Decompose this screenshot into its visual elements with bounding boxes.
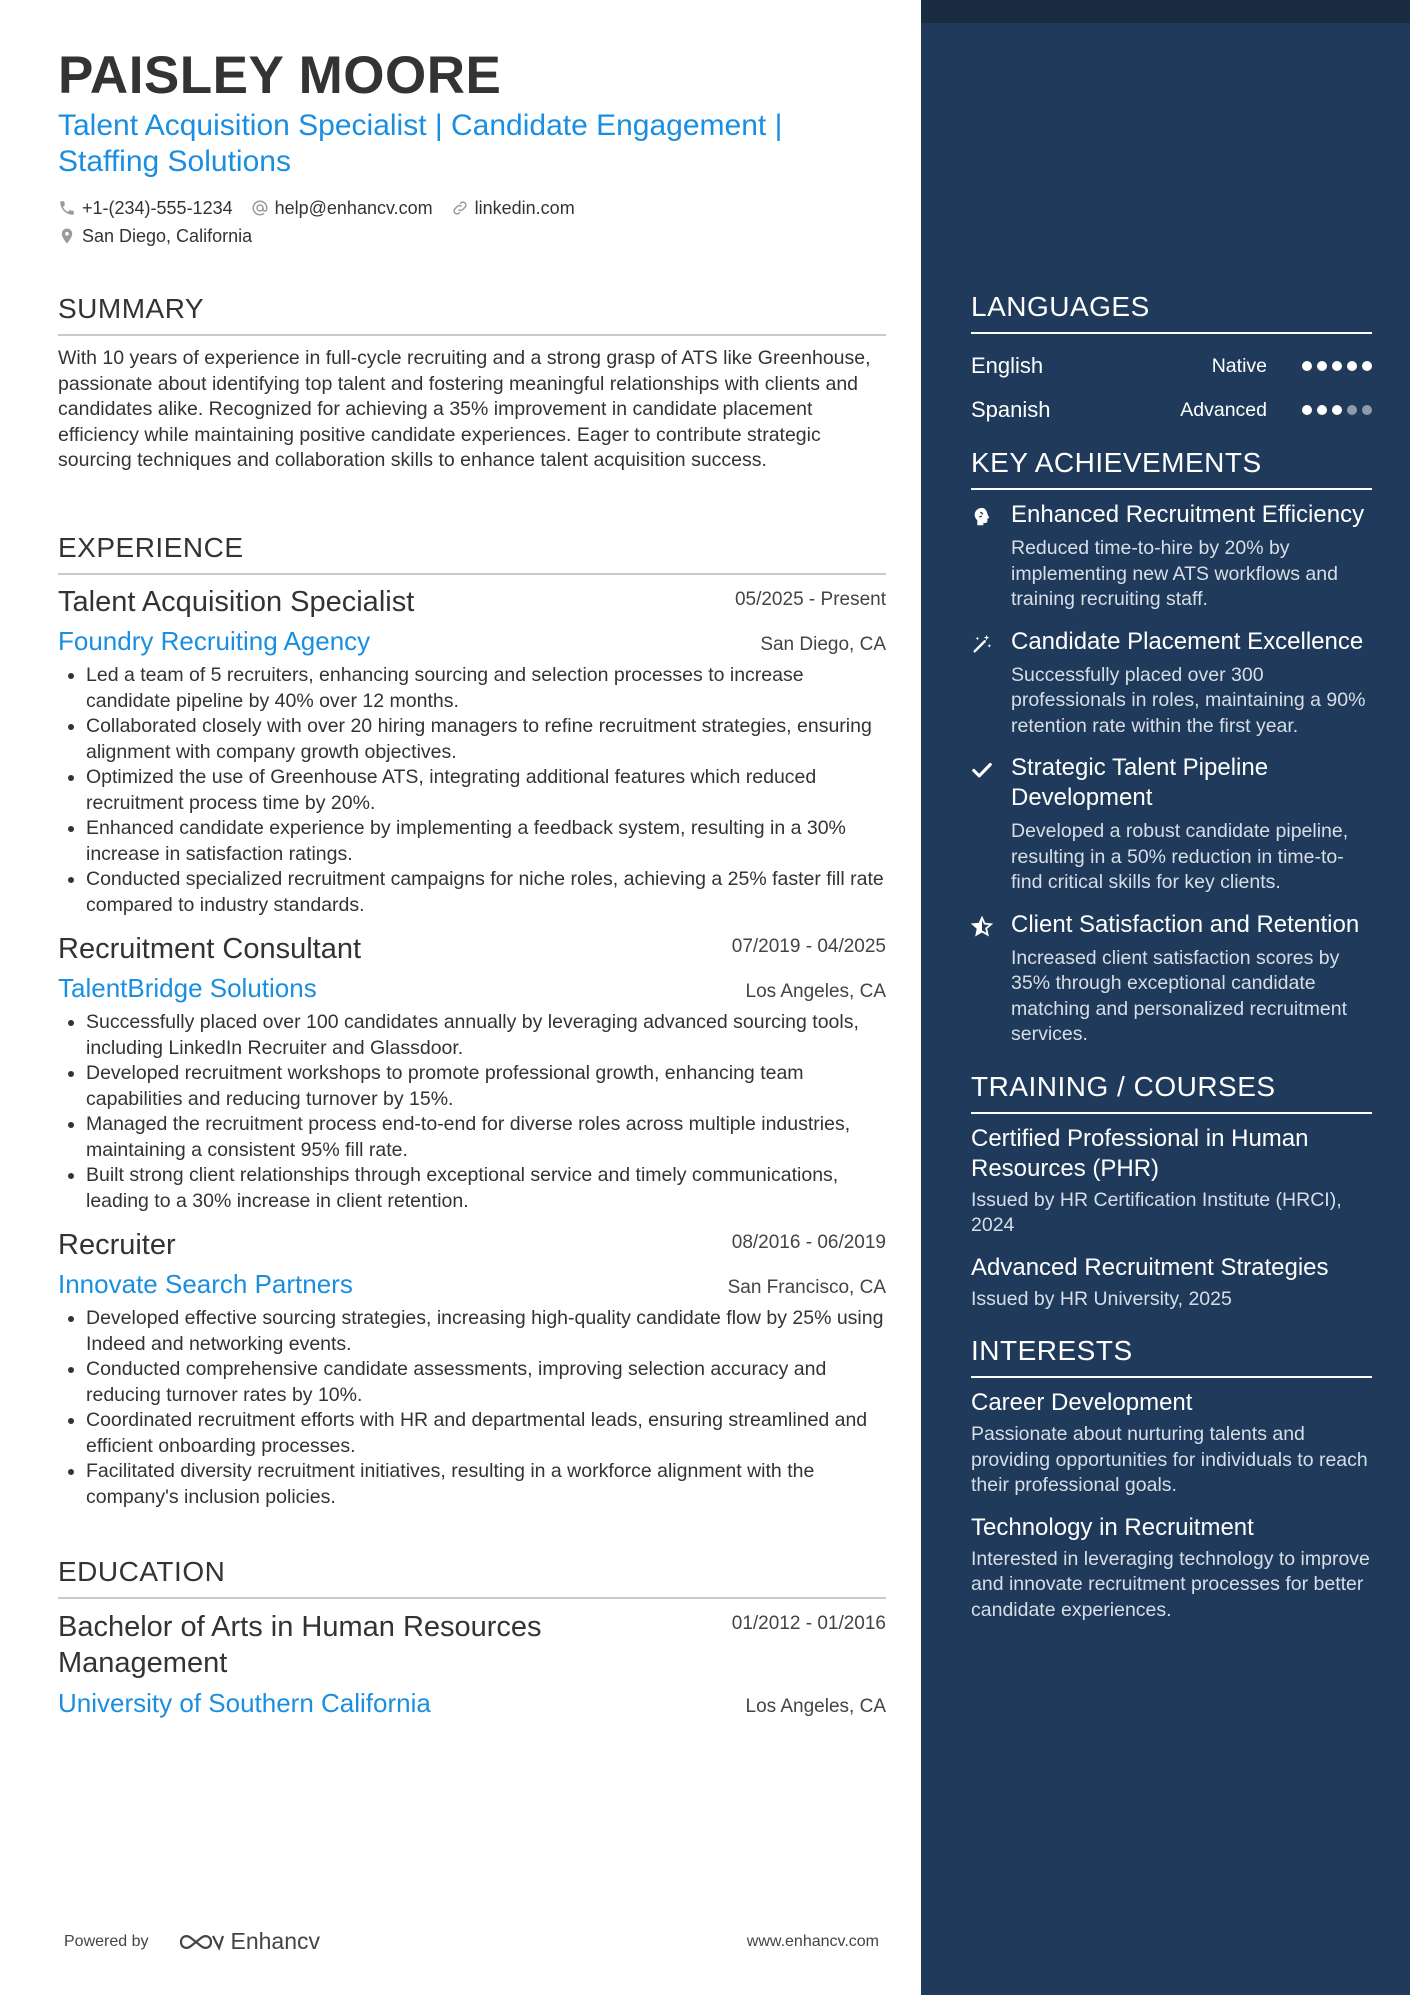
interest-item [971,1513,1372,1624]
location-pin-icon [58,227,76,245]
degree-title: Bachelor of Arts in Human Resources Management [58,1611,542,1679]
achievement-item [971,627,1372,740]
job-bullets [58,663,886,918]
proficiency-dot-filled [1347,361,1357,371]
language-name: Spanish [971,397,1051,422]
course-desc: Issued by HR Certification Institute (HRCI), 2024 [971,1188,1342,1236]
magic-wand-icon [971,633,993,655]
job-title: Recruitment Consultant [58,933,362,965]
company-name: TalentBridge Solutions [58,973,317,1003]
bullet-item: • Managed the recruitment process end-to-end for diverse roles across multiple industries, maintaining a consistent 95% fill rate. [86,1112,886,1163]
achievement-desc: Reduced time-to-hire by 20% by implementing new ATS workflows and training recruiting staff. [1011,537,1338,610]
headline-line-1: Talent Acquisition Specialist | Candidate Engagement | [58,109,783,142]
job-location: San Francisco, CA [727,1277,886,1298]
summary-section [58,292,886,474]
training-title: TRAINING / COURSES [971,1070,1372,1114]
course-title: Certified Professional in Human Resources (PHR) [971,1124,1309,1182]
achievement-desc: Successfully placed over 300 professionals in roles, maintaining a 90% retention rate within the first year. [1011,663,1366,737]
achievement-desc: Increased client satisfaction scores by 35% through exceptional candidate matching and personalized recruitment services. [1011,946,1348,1045]
brand-name: Enhancv [230,1928,321,1954]
bullet-item: • Facilitated diversity recruitment initiatives, resulting in a workforce alignment with the company's inclusion policies. [86,1459,886,1510]
course-title: Advanced Recruitment Strategies [971,1253,1329,1281]
phone-contact[interactable] [58,194,233,222]
education-location: Los Angeles, CA [745,1696,886,1717]
interests-section [971,1334,1372,1623]
bullet-item: • Conducted specialized recruitment campaigns for niche roles, achieving a 25% faster fill rate compared to industry standards. [86,867,886,918]
proficiency-dot-filled [1332,361,1342,371]
proficiency-dots [1297,361,1372,371]
interest-desc: Interested in leveraging technology to improve and innovate recruitment processes for better candidate experiences. [971,1547,1370,1621]
headline [58,108,886,180]
company-name: Innovate Search Partners [58,1269,353,1299]
achievements-section [971,446,1372,1048]
education-title: EDUCATION [58,1555,886,1599]
proficiency-dot-filled [1317,361,1327,371]
language-level: Advanced [1180,398,1267,421]
checkmark-icon [971,759,993,781]
email-text: help@enhancv.com [274,198,433,218]
job-bullets [58,1010,886,1214]
proficiency-dot-filled [1302,361,1312,371]
star-half-icon [971,916,993,938]
interest-title: Technology in Recruitment [971,1513,1254,1541]
phone-icon [58,199,76,217]
at-icon [251,199,269,217]
linkedin-contact[interactable] [451,194,575,222]
school-name: University of Southern California [58,1688,431,1718]
language-name: English [971,353,1044,378]
job-dates: 05/2025 - Present [734,589,886,610]
candidate-name: PAISLEY MOORE [58,46,502,105]
language-level: Native [1211,354,1267,377]
experience-section [58,531,886,1524]
contact-info [58,194,886,250]
enhancv-brand[interactable] [177,1928,321,1955]
bullet-item: • Conducted comprehensive candidate assessments, improving selection accuracy and reducing turnover rates by 10%. [86,1357,886,1408]
bullet-item: • Built strong client relationships through exceptional service and timely communications, leading to a 30% increase in client retention. [86,1163,886,1214]
enhancv-logo-icon [177,1930,225,1954]
achievement-item [971,500,1372,613]
job-location: San Diego, CA [760,634,886,655]
footer [64,1928,879,1955]
achievement-title: Enhanced Recruitment Efficiency [1011,501,1365,528]
footer-url[interactable]: www.enhancv.com [746,1932,879,1950]
email-contact[interactable] [251,194,433,222]
header [58,46,886,250]
job-entry [58,585,886,918]
training-section [971,1070,1372,1313]
language-item [971,388,1372,432]
language-item [971,344,1372,388]
education-section [58,1555,886,1719]
proficiency-dot-filled [1362,361,1372,371]
company-name: Foundry Recruiting Agency [58,626,371,656]
experience-title: EXPERIENCE [58,531,886,575]
job-dates: 08/2016 - 06/2019 [731,1232,886,1253]
linkedin-text: linkedin.com [474,198,575,218]
job-title: Talent Acquisition Specialist [58,586,415,618]
location-contact [58,222,252,250]
achievement-desc: Developed a robust candidate pipeline, resulting in a 50% reduction in time-to-find critical skills for key clients. [1011,820,1349,893]
bullet-item: • Collaborated closely with over 20 hiring managers to refine recruitment strategies, ensuring alignment with company growth objectives. [86,714,886,765]
proficiency-dot-filled [1317,405,1327,415]
achievement-title: Client Satisfaction and Retention [1011,910,1360,938]
job-bullets [58,1306,886,1510]
languages-title: LANGUAGES [971,290,1372,334]
bullet-item: • Coordinated recruitment efforts with HR and departmental leads, ensuring streamlined and efficient onboarding processes. [86,1408,886,1459]
course-item [971,1253,1372,1313]
bullet-item: • Enhanced candidate experience by implementing a feedback system, resulting in a 30% increase in satisfaction ratings. [86,816,886,867]
summary-title: SUMMARY [58,292,886,336]
achievements-title: KEY ACHIEVEMENTS [971,446,1372,490]
bullet-item: • Developed recruitment workshops to promote professional growth, enhancing team capabilities and reducing turnover by 15%. [86,1061,886,1112]
headline-line-2: Staffing Solutions [58,145,291,178]
interest-desc: Passionate about nurturing talents and providing opportunities for individuals to reach their professional goals. [971,1423,1368,1496]
achievement-item [971,910,1372,1048]
bullet-item: • Led a team of 5 recruiters, enhancing sourcing and selection processes to increase candidate pipeline by 40% over 12 months. [86,663,886,714]
proficiency-dot-filled [1302,405,1312,415]
sidebar-top-band [921,0,1410,23]
proficiency-dot-filled [1332,405,1342,415]
location-text: San Diego, California [82,226,253,246]
proficiency-dots [1297,405,1372,415]
job-dates: 07/2019 - 04/2025 [731,936,886,957]
job-entry [58,932,886,1214]
course-desc: Issued by HR University, 2025 [971,1287,1232,1310]
sidebar [921,0,1410,1995]
proficiency-dot-empty [1362,405,1372,415]
job-location: Los Angeles, CA [745,981,886,1002]
education-dates: 01/2012 - 01/2016 [731,1613,886,1634]
languages-section [971,290,1372,432]
bullet-item: • Optimized the use of Greenhouse ATS, integrating additional features which reduced recruitment process time by 20%. [86,765,886,816]
job-title: Recruiter [58,1229,176,1261]
achievement-title: Strategic Talent Pipeline Development [1011,754,1269,811]
bullet-item: • Successfully placed over 100 candidates annually by leveraging advanced sourcing tools, including LinkedIn Recruiter and Glassdoor. [86,1010,886,1061]
interests-title: INTERESTS [971,1334,1372,1378]
job-entry [58,1228,886,1510]
proficiency-dot-empty [1347,405,1357,415]
achievement-item [971,753,1372,896]
brain-icon [971,506,993,528]
bullet-item: • Developed effective sourcing strategies, increasing high-quality candidate flow by 25% using Indeed and networking events. [86,1306,886,1357]
interest-title: Career Development [971,1389,1193,1416]
link-icon [451,199,469,217]
powered-by-label: Powered by [64,1932,149,1950]
phone-text: +1-(234)-555-1234 [82,198,233,218]
summary-text: With 10 years of experience in full-cycle recruiting and a strong grasp of ATS like Greenhouse, passionate about identifying top talent and fostering meaningful relationships with clients and candidates alike. Recognized for achieving a 35% improvement in candidate placement efficiency while maintaining positive candidate experiences. Eager to contribute strategic sourcing techniques and collaboration skills to enhance talent acquisition success. [58,347,871,471]
interest-item [971,1388,1372,1499]
achievement-title: Candidate Placement Excellence [1011,627,1364,655]
course-item [971,1124,1372,1239]
